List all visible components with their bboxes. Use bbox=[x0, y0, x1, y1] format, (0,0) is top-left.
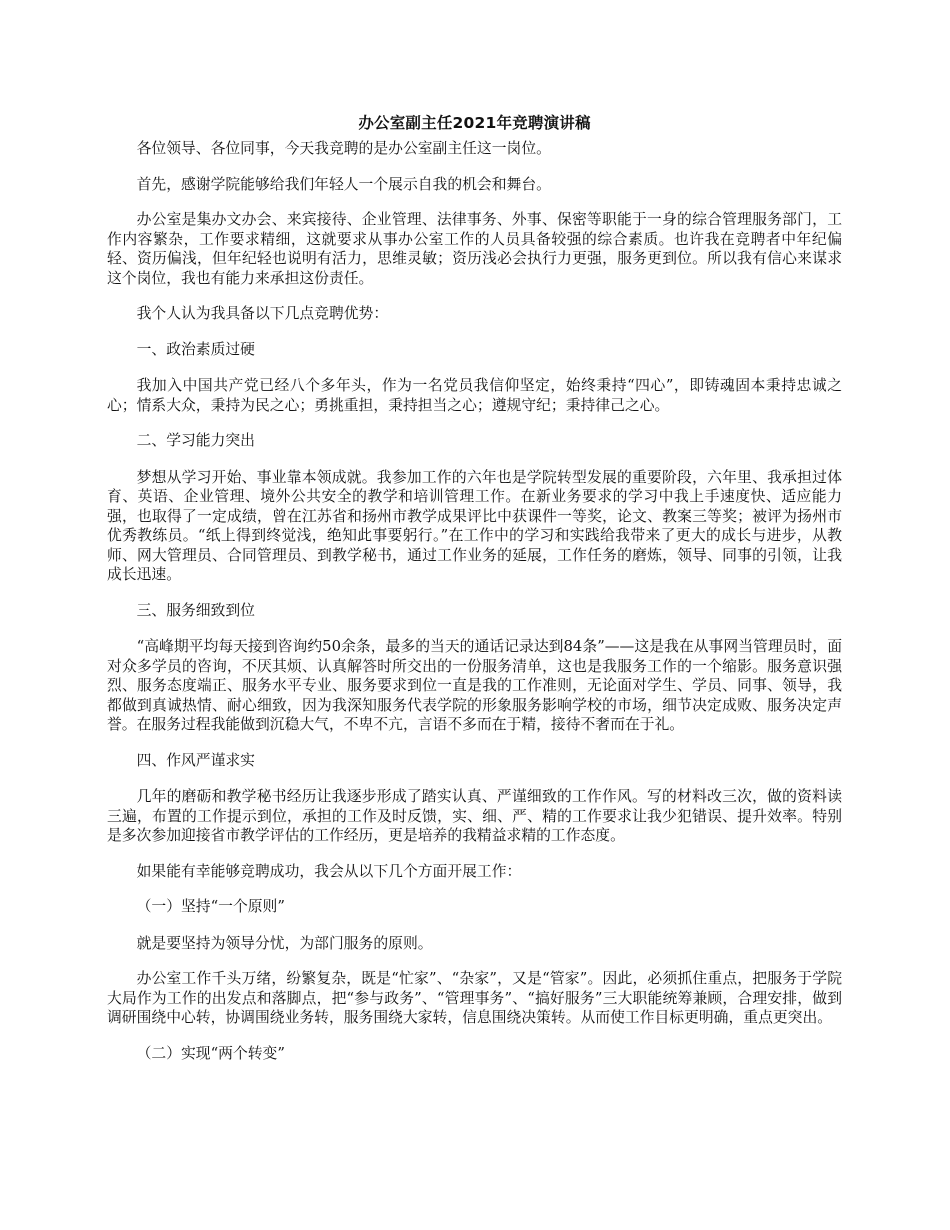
paragraph-learning: 梦想从学习开始、事业靠本领成就。我参加工作的六年也是学院转型发展的重要阶段，六年里、我承担过体育、英语、企业管理、境外公共安全的教学和培训管理工作。在新业务要求的学习中我上手速度快、适应能力强，也取得了一定成绩，曾在江苏省和扬州市教学成果评比中获课件一等奖，论文、教案三等奖；被评为扬州市优秀教练员。“纸上得到终觉浅，绝知此事要躬行。”在工作中的学习和实践给我带来了更大的成长与进步，从教师、网大管理员、合同管理员、到教学秘书，通过工作业务的延展，工作任务的磨炼，领导、同事的引领，让我成长迅速。 bbox=[107, 468, 842, 583]
paragraph-advantages-intro: 我个人认为我具备以下几点竞聘优势： bbox=[136, 305, 389, 322]
paragraph-thanks: 首先，感谢学院能够给我们年轻人一个展示自我的机会和舞台。 bbox=[136, 175, 551, 193]
document-body bbox=[107, 112, 842, 1080]
section-heading-political: 一、政治素质过硬 bbox=[136, 340, 255, 358]
section-heading-style: 四、作风严谨求实 bbox=[136, 751, 255, 769]
document-title: 办公室副主任2021年竞聘演讲稿 bbox=[358, 114, 591, 132]
paragraph-office-intro: 办公室是集办文办会、来宾接待、企业管理、法律事务、外事、保密等职能于一身的综合管理服务部门，工作内容繁杂，工作要求精细，这就要求从事办公室工作的人员具备较强的综合素质。也许我在竞聘者中年纪偏轻、资历偏浅，但年纪轻也说明有活力，思维灵敏；资历浅必会执行力更强，服务更到位。所以我有信心来谋求这个岗位，我也有能力来承担这份责任。 bbox=[107, 211, 842, 287]
subsection-heading-two-changes: （二）实现“两个转变” bbox=[136, 1044, 285, 1062]
paragraph-style: 几年的磨砺和教学秘书经历让我逐步形成了踏实认真、严谨细致的工作作风。写的材料改三次，做的资料读三遍，布置的工作提示到位，承担的工作及时反馈，实、细、严、精的工作要求让我少犯错误、提升效率。特别是多次参加迎接省市教学评估的工作经历，更是培养的我精益求精的工作态度。 bbox=[107, 788, 842, 844]
paragraph-political: 我加入中国共产党已经八个多年头，作为一名党员我信仰坚定，始终秉持“四心”，即铸魂固本秉持忠诚之心；情系大众，秉持为民之心；勇挑重担，秉持担当之心；遵规守纪；秉持律己之心。 bbox=[107, 377, 842, 414]
paragraph-principle: 就是要坚持为领导分忧，为部门服务的原则。 bbox=[136, 934, 433, 952]
subsection-heading-one-principle: （一）坚持“一个原则” bbox=[136, 898, 285, 915]
paragraph-service: “高峰期平均每天接到咨询约50余条，最多的当天的通话记录达到84条”——这是我在从事网当管理员时，面对众多学员的咨询，不厌其烦、认真解答时所交出的一份服务清单，这也是我服务工作的一个缩影。服务意识强烈、服务态度端正、服务水平专业、服务要求到位一直是我的工作准则，无论面对学生、学员、同事、领导，我都做到真诚热情、耐心细致，因为我深知服务代表学院的形象服务影响学校的市场，细节决定成败、服务决定声誉。在服务过程我能做到沉稳大气，不卑不亢，言语不多而在于精，接待不奢而在于礼。 bbox=[107, 638, 842, 733]
section-heading-service: 三、服务细致到位 bbox=[136, 601, 255, 619]
paragraph-plan-intro: 如果能有幸能够竞聘成功，我会从以下几个方面开展工作： bbox=[136, 862, 522, 880]
paragraph-office-work: 办公室工作千头万绪，纷繁复杂，既是“忙家”、“杂家”，又是“管家”。因此，必须抓住重点，把服务于学院大局作为工作的出发点和落脚点，把“参与政务”、“管理事务”、“搞好服务”三大职能统筹兼顾，合理安排，做到调研围绕中心转，协调围绕业务转，服务围绕大家转，信息围绕决策转。从而使工作目标更明确，重点更突出。 bbox=[107, 970, 842, 1026]
section-heading-learning: 二、学习能力突出 bbox=[136, 432, 255, 449]
paragraph-greeting: 各位领导、各位同事，今天我竞聘的是办公室副主任这一岗位。 bbox=[136, 140, 551, 157]
